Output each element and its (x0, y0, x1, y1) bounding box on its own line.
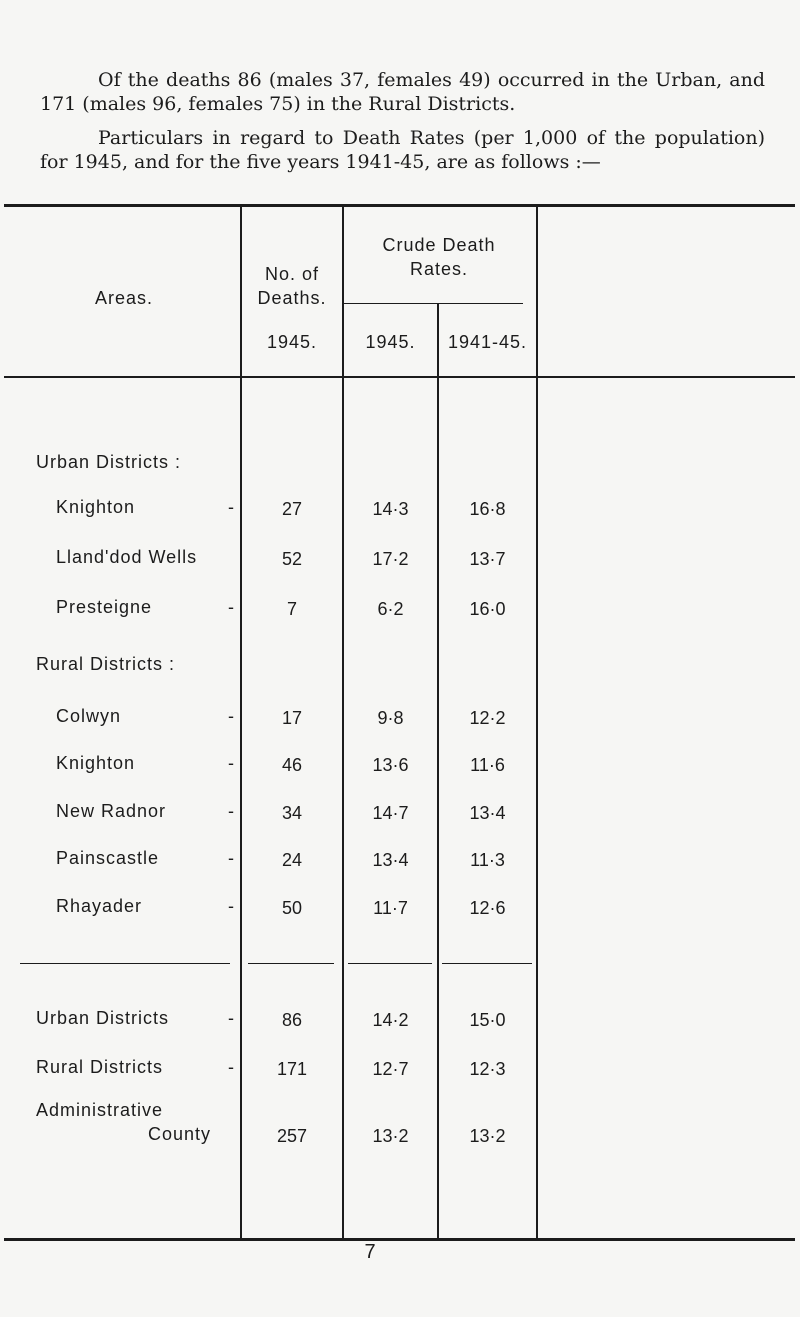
deaths-value: 46 (281, 755, 303, 775)
rate-1941-45-value: 16·8 (469, 499, 506, 519)
header-areas: Areas. (94, 288, 154, 308)
rate-1941-45-value: 13·7 (469, 549, 506, 569)
rate-1945-value: 17·2 (372, 549, 409, 569)
deaths-value: 257 (276, 1126, 308, 1146)
intro-paragraph-1: Of the deaths 86 (males 37, females 49) occurred in the Urban, and 171 (males 96, females 75) in the Rural Districts. (40, 69, 765, 115)
deaths-value: 50 (281, 898, 303, 918)
deaths-value: 7 (286, 599, 297, 619)
header-bottom-rule (4, 376, 795, 378)
rate-1945-value: 14·7 (372, 803, 409, 823)
total-name-line2: County (148, 1124, 212, 1144)
leader-dash: - (228, 497, 234, 517)
deaths-value: 17 (281, 708, 303, 728)
rate-1941-45-value: 12·2 (469, 708, 506, 728)
total-name: Rural Districts (36, 1057, 164, 1077)
leader-dash: - (228, 1008, 234, 1028)
deaths-value: 171 (276, 1059, 308, 1079)
leader-dash: - (228, 896, 234, 916)
leader-dash: - (228, 801, 234, 821)
leader-dash: - (228, 706, 234, 726)
area-name: Lland'dod Wells (56, 547, 198, 567)
rates-subheader-rule (343, 303, 523, 304)
rate-1941-45-value: 11·6 (470, 755, 505, 775)
header-deaths-line2: Deaths. (257, 288, 327, 308)
area-name: New Radnor (56, 801, 167, 821)
rate-1945-value: 14·3 (372, 499, 409, 519)
deaths-value: 34 (281, 803, 303, 823)
subtotal-rule-deaths (248, 963, 334, 964)
deaths-value: 52 (281, 549, 303, 569)
leader-dash: - (228, 597, 234, 617)
page-number: 7 (364, 1241, 376, 1263)
header-rate-year: 1945. (365, 332, 416, 352)
rate-1941-45-value: 13·4 (469, 803, 506, 823)
header-deaths-line1: No. of (264, 264, 320, 284)
rate-1941-45-value: 12·6 (469, 898, 506, 918)
area-name: Knighton (56, 753, 136, 773)
subtotal-rule-rate-1945 (348, 963, 432, 964)
rate-1941-45-value: 13·2 (469, 1126, 506, 1146)
rate-1945-value: 12·7 (372, 1059, 409, 1079)
total-name-line1: Administrative (36, 1100, 164, 1120)
rate-1945-value: 13·2 (372, 1126, 409, 1146)
rate-1941-45-value: 16·0 (469, 599, 506, 619)
deaths-value: 86 (281, 1010, 303, 1030)
header-deaths-year: 1945. (266, 332, 318, 352)
header-rates-line2: Rates. (409, 259, 469, 279)
rate-1945-value: 6·2 (377, 599, 404, 619)
table-top-rule (4, 204, 795, 207)
total-name: Urban Districts (36, 1008, 170, 1028)
area-name: Colwyn (56, 706, 122, 726)
header-rate-period: 1941-45. (447, 332, 528, 352)
section-rural-heading: Rural Districts : (36, 654, 176, 674)
rate-1945-value: 13·6 (372, 755, 409, 775)
rate-1945-value: 9·8 (377, 708, 404, 728)
header-rates-line1: Crude Death (382, 235, 496, 255)
rate-1945-value: 14·2 (372, 1010, 409, 1030)
leader-dash: - (228, 1057, 234, 1077)
subtotal-rule-areas (20, 963, 230, 964)
area-name: Painscastle (56, 848, 160, 868)
subtotal-rule-rate-period (442, 963, 532, 964)
area-name: Presteigne (56, 597, 153, 617)
deaths-value: 24 (281, 850, 303, 870)
leader-dash: - (228, 753, 234, 773)
area-name: Knighton (56, 497, 136, 517)
rate-1945-value: 11·7 (373, 898, 408, 918)
col-divider-right (536, 205, 538, 1239)
deaths-value: 27 (281, 499, 303, 519)
rate-1945-value: 13·4 (372, 850, 409, 870)
intro-paragraph-2: Particulars in regard to Death Rates (per 1,000 of the population) for 1945, and for the five years 1941-45, are as follows :— (40, 127, 765, 173)
area-name: Rhayader (56, 896, 143, 916)
rate-1941-45-value: 11·3 (470, 850, 505, 870)
section-urban-heading: Urban Districts : (36, 452, 182, 472)
rate-1941-45-value: 12·3 (469, 1059, 506, 1079)
leader-dash: - (228, 848, 234, 868)
rate-1941-45-value: 15·0 (469, 1010, 506, 1030)
